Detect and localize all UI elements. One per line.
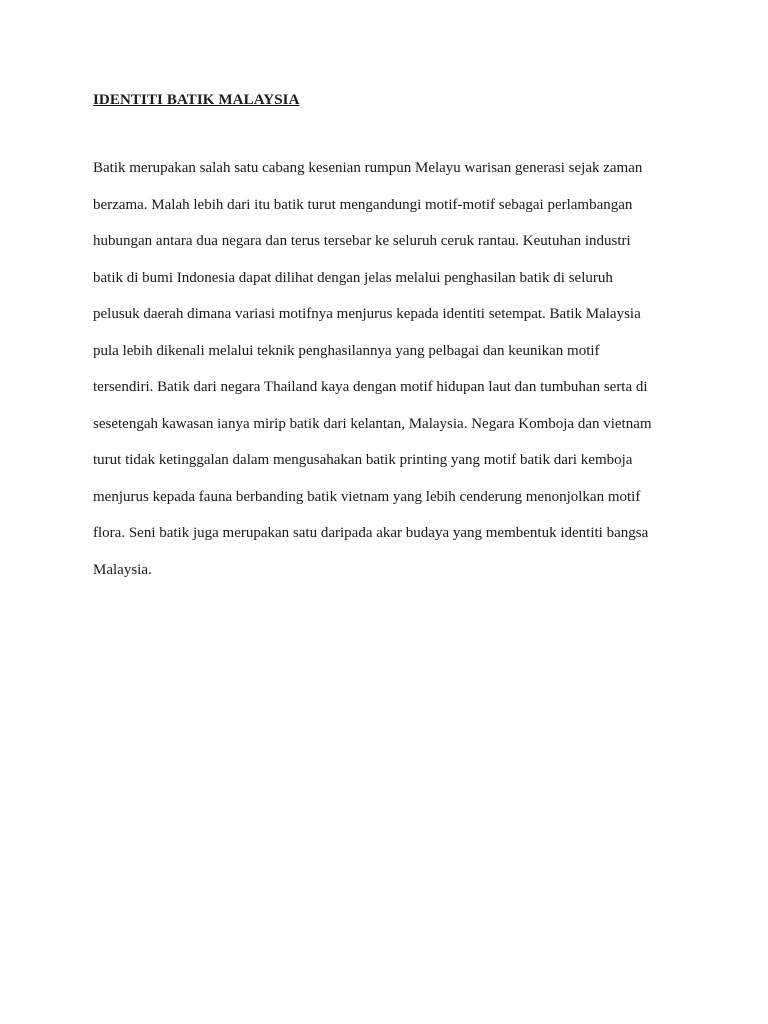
body-line: sesetengah kawasan ianya mirip batik dari kelantan, Malaysia. Negara Komboja dan vietnam [93,415,652,432]
document-body [93,156,652,594]
body-line: turut tidak ketinggalan dalam mengusahakan batik printing yang motif batik dari kemboja [93,452,633,468]
body-line: batik di bumi Indonesia dapat dilihat dengan jelas melalui penghasilan batik di seluruh [93,269,613,286]
document-title: IDENTITI BATIK MALAYSIA [93,92,300,108]
body-line: Malaysia. [93,561,152,578]
body-line: menjurus kepada fauna berbanding batik vietnam yang lebih cenderung menonjolkan motif [93,488,641,505]
body-line: pula lebih dikenali melalui teknik penghasilannya yang pelbagai dan keunikan motif [93,342,600,359]
body-line: Batik merupakan salah satu cabang kesenian rumpun Melayu warisan generasi sejak zaman [93,160,643,176]
body-line: flora. Seni batik juga merupakan satu daripada akar budaya yang membentuk identiti bangsa [93,525,649,541]
body-line: tersendiri. Batik dari negara Thailand kaya dengan motif hidupan laut dan tumbuhan serta di [93,379,648,395]
body-line: pelusuk daerah dimana variasi motifnya menjurus kepada identiti setempat. Batik Malaysia [93,306,641,322]
body-line: berzama. Malah lebih dari itu batik turut mengandungi motif-motif sebagai perlambangan [93,196,633,213]
body-line: hubungan antara dua negara dan terus tersebar ke seluruh ceruk rantau. Keutuhan industri [93,233,631,249]
